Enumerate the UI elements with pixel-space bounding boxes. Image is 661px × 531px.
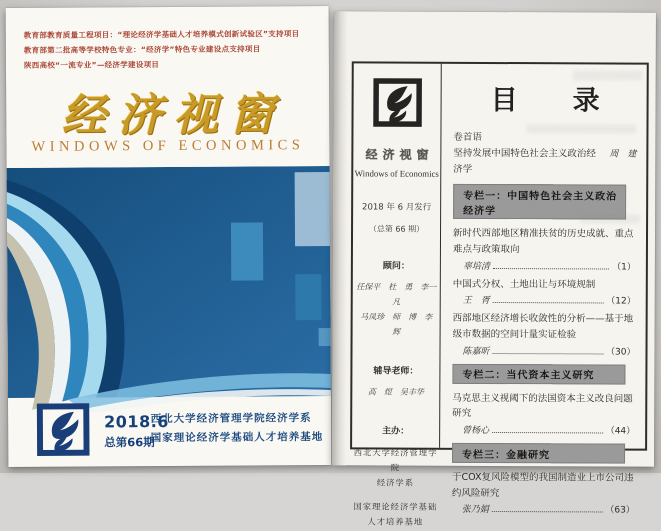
article-author-line (452, 423, 635, 437)
article-author: 曾杨心 (462, 425, 490, 437)
journal-cover-page (6, 6, 332, 467)
toc-column (440, 64, 647, 517)
article-author-line (452, 502, 635, 516)
host-line-1: 西北大学经济管理学院 (353, 447, 438, 473)
article-author: 张乃娟 (461, 505, 489, 516)
masthead-column (352, 63, 442, 527)
toc-group-label: 卷首语 (453, 131, 482, 143)
article-author: 周 建 (609, 149, 637, 160)
issue-number: 总第66期 (104, 435, 155, 450)
dot-leader (493, 268, 609, 270)
article-page-number: （30） (606, 347, 636, 358)
advisor-names (353, 279, 440, 339)
article-page-number: （1） (612, 262, 636, 273)
show-through-ghost (526, 124, 636, 133)
project-line-1: 教育部教育质量工程项目：“理论经济学基础人才培养模式创新试验区”支持项目 (23, 29, 300, 40)
host-line-2: 经济学系 (376, 477, 415, 488)
article-title: 西部地区经济增长收敛性的分析——基于地级市数据的空间计量实证检验 (452, 313, 634, 341)
masthead-title-english: Windows of Economics (354, 168, 439, 179)
journal-title-chinese: 经济视窗 (61, 89, 286, 142)
article-page-number: （12） (606, 296, 636, 307)
toc-entries (452, 129, 637, 516)
toc-section-header: 专栏三：金融研究 (452, 443, 625, 464)
issue-date: 2018.6 (104, 412, 169, 432)
table-of-contents-page (332, 11, 656, 527)
cover-organizer (151, 409, 324, 448)
base-line-2: 人才培养基地 (367, 516, 424, 527)
show-through-ghost (573, 70, 643, 80)
article-title: 马克思主义视阈下的法国资本主义改良问题研究 (452, 392, 633, 420)
article-author-line (453, 293, 636, 307)
article-title: 坚持发展中国特色社会主义政治经济学 (453, 147, 596, 175)
advisor-row-2: 马凤珍 师 博 李 辉 (360, 312, 441, 337)
article-title: 于COX复风险模型的我国制造业上市公司违约风险研究 (451, 471, 634, 499)
toc-article (453, 146, 636, 178)
page-gutter-edge (332, 11, 348, 465)
host-organization (352, 445, 439, 490)
cover-artwork-blue-band (7, 166, 331, 413)
project-credit-lines (24, 26, 315, 73)
advisor-row-1: 任保平 杜 勇 李一凡 (356, 282, 437, 307)
base-line-1: 国家理论经济学基础 (353, 501, 438, 512)
masthead-issue-date: 2018 年 6 月发行 (362, 202, 432, 213)
article-title: 中国式分权、土地出让与环境规制 (452, 278, 596, 291)
article-page-number: （44） (605, 426, 636, 437)
toc-section-header: 专栏一：中国特色社会主义政治经济学 (453, 184, 626, 220)
dot-leader (493, 302, 604, 303)
article-author: 王 胥 (462, 296, 490, 307)
tutor-names: 高 煜 吴丰华 (367, 387, 424, 397)
dot-leader (493, 353, 604, 354)
advisors-label: 顾问： (382, 261, 410, 272)
article-author: 辜培清 (462, 261, 490, 272)
project-line-2: 教育部第二批高等学校特色专业：“经济学”特色专业建设点支持项目 (23, 44, 261, 55)
cover-footer (8, 397, 331, 459)
toc-border-box (350, 61, 649, 527)
journal-logo-icon (372, 77, 422, 127)
tutors-label: 辅导老师： (373, 366, 419, 377)
dot-leader (492, 511, 603, 512)
article-author: 陈嘉昕 (462, 346, 490, 357)
show-through-ghost (580, 214, 640, 223)
host-label: 主办： (382, 426, 410, 437)
toc-title: 目 录 (490, 84, 614, 117)
organizer-line-1: 西北大学经济管理学院经济学系 (150, 412, 312, 426)
base-organization (352, 499, 439, 529)
masthead-issue-number: （总第 66 期） (368, 224, 425, 234)
journal-title-english: WINDOWS OF ECONOMICS (31, 137, 305, 155)
article-title: 新时代西部地区精准扶贫的历史成就、重点难点与政策取向 (452, 228, 634, 256)
journal-logo-icon (36, 402, 90, 456)
organizer-line-2: 国家理论经济学基础人才培养基地 (150, 431, 324, 445)
article-page-number: （63） (605, 505, 635, 517)
dot-leader (492, 432, 603, 433)
masthead-title-chinese: 经济视窗 (365, 147, 434, 162)
article-author-line (452, 344, 635, 358)
article-author-line (453, 259, 636, 273)
project-line-3: 陕西高校“一流专业”—经济学建设项目 (23, 60, 160, 70)
toc-section-header: 专栏二：当代资本主义研究 (452, 364, 625, 385)
